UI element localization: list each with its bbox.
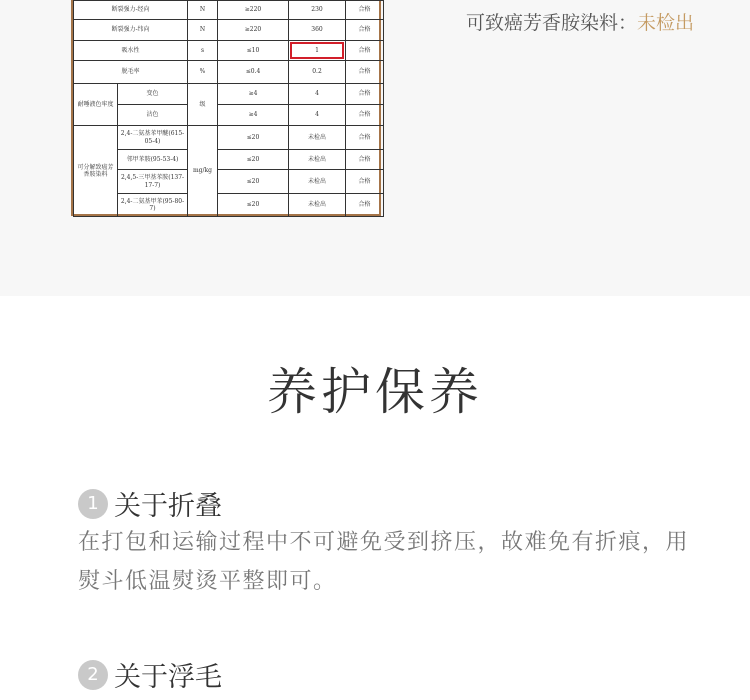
requirement-cell: ≥4 <box>218 84 289 105</box>
requirement-cell: ≤20 <box>218 194 289 217</box>
unit-cell: N <box>188 1 218 20</box>
requirement-cell: ≤20 <box>218 170 289 194</box>
number-badge: 2 <box>78 660 108 690</box>
result-cell: 360 <box>289 20 346 41</box>
group-cell: 可分解致癌芳香胺染料 <box>74 126 118 217</box>
carcinogen-note <box>466 8 694 35</box>
result-cell: 未检出 <box>289 170 346 194</box>
item-cell: 沾色 <box>118 105 188 126</box>
unit-cell: 级 <box>188 84 218 126</box>
requirement-cell: ≤10 <box>218 41 289 61</box>
unit-cell: % <box>188 61 218 84</box>
requirement-cell: ≥220 <box>218 20 289 41</box>
unit-cell: s <box>188 41 218 61</box>
requirement-cell: ≥4 <box>218 105 289 126</box>
care-item-heading <box>78 484 222 523</box>
care-item-heading <box>78 655 222 694</box>
note-value: 未检出 <box>637 12 695 34</box>
item-cell: 变色 <box>118 84 188 105</box>
table-row <box>74 170 384 194</box>
table-row <box>74 194 384 217</box>
table-row <box>74 1 384 20</box>
result-cell: 未检出 <box>289 150 346 170</box>
verdict-cell: 合格 <box>346 20 384 41</box>
result-cell: 0.2 <box>289 61 346 84</box>
group-cell: 耐唾液色牢度 <box>74 84 118 126</box>
result-cell: 4 <box>289 105 346 126</box>
requirement-cell: ≤20 <box>218 126 289 150</box>
table-row <box>74 61 384 84</box>
verdict-cell: 合格 <box>346 84 384 105</box>
verdict-cell: 合格 <box>346 61 384 84</box>
item-cell: 吸水性 <box>74 41 188 61</box>
number-badge: 1 <box>78 489 108 519</box>
item-cell: 2,4-二氨基甲苯(95-80-7) <box>118 194 188 217</box>
requirement-cell: ≥220 <box>218 1 289 20</box>
table-row <box>74 150 384 170</box>
care-item-text: 在打包和运输过程中不可避免受到挤压，故难免有折痕，用熨斗低温熨烫平整即可。 <box>78 530 690 594</box>
verdict-cell: 合格 <box>346 150 384 170</box>
item-cell: 脱毛率 <box>74 61 188 84</box>
section-title: 养护保养 <box>267 363 483 421</box>
table-row <box>74 105 384 126</box>
verdict-cell: 合格 <box>346 105 384 126</box>
care-item-title: 关于折叠 <box>114 491 222 522</box>
item-cell: 邻甲苯胺(95-53-4) <box>118 150 188 170</box>
test-report-table <box>71 0 381 216</box>
table-row <box>74 20 384 41</box>
note-label: 可致癌芳香胺染料： <box>466 12 638 34</box>
result-cell: 未检出 <box>289 126 346 150</box>
verdict-cell: 合格 <box>346 170 384 194</box>
unit-cell: N <box>188 20 218 41</box>
care-item-title: 关于浮毛 <box>114 662 222 693</box>
table-row <box>74 41 384 61</box>
result-cell: 230 <box>289 1 346 20</box>
verdict-cell: 合格 <box>346 194 384 217</box>
unit-cell: mg/kg <box>188 126 218 217</box>
requirement-cell: ≤20 <box>218 150 289 170</box>
result-cell: 4 <box>289 84 346 105</box>
table-row <box>74 84 384 105</box>
result-cell: 未检出 <box>289 194 346 217</box>
item-cell: 断裂强力-纬向 <box>74 20 188 41</box>
requirement-cell: ≤0.4 <box>218 61 289 84</box>
verdict-cell: 合格 <box>346 41 384 61</box>
table-row <box>74 126 384 150</box>
highlighted-result-cell: 1 <box>289 41 346 61</box>
verdict-cell: 合格 <box>346 1 384 20</box>
item-cell: 断裂强力-经向 <box>74 1 188 20</box>
verdict-cell: 合格 <box>346 126 384 150</box>
item-cell: 2,4,5-三甲基苯胺(137-17-7) <box>118 170 188 194</box>
item-cell: 2,4-二氨基苯甲醚(615-05-4) <box>118 126 188 150</box>
